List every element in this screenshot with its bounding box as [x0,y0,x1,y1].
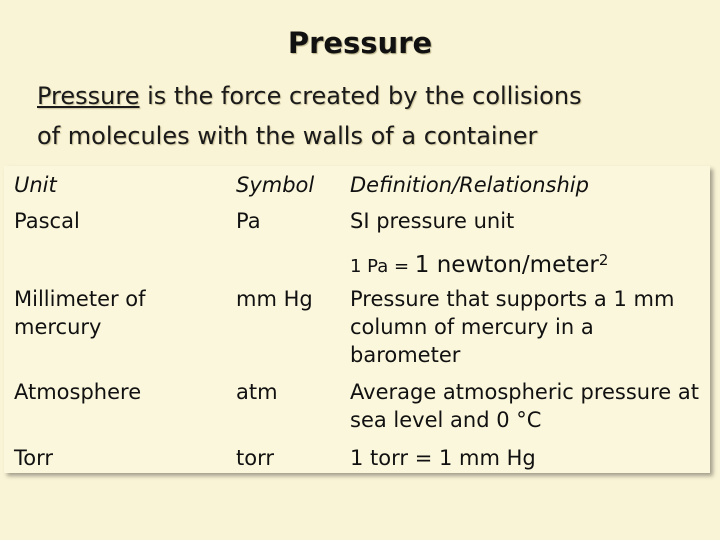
header-unit: Unit [14,173,57,197]
row-pascal-unit: Pascal [14,209,80,233]
relationship-exponent: 2 [598,251,609,269]
slide-title: Pressure [287,26,433,60]
row-pascal-definition: SI pressure unit [350,209,515,233]
row-atm-symbol: atm [236,380,278,404]
relationship-value: 1 newton/meter [414,252,599,278]
row-pascal-relationship [350,246,700,281]
header-definition: Definition/Relationship [350,173,589,197]
row-atm-unit: Atmosphere [14,380,142,404]
pressure-units-table [4,166,710,473]
row-mmhg-unit: Millimeter of mercury [14,287,146,339]
intro-text [37,76,697,156]
row-torr-definition: 1 torr = 1 mm Hg [350,446,536,470]
row-pascal-symbol: Pa [236,209,261,233]
row-mmhg-symbol: mm Hg [236,287,313,311]
intro-term: Pressure [37,82,140,110]
intro-line2: of molecules with the walls of a container [37,122,538,150]
row-atm-definition: Average atmospheric pressure at sea level and 0 °C [350,380,699,432]
row-torr-symbol: torr [236,446,274,470]
row-mmhg-definition: Pressure that supports a 1 mm column of mercury in a barometer [350,287,675,367]
row-torr-unit: Torr [14,446,54,470]
header-symbol: Symbol [236,173,315,197]
relationship-prefix: 1 Pa = [350,256,415,277]
intro-line1-rest: is the force created by the collisions [139,82,582,110]
